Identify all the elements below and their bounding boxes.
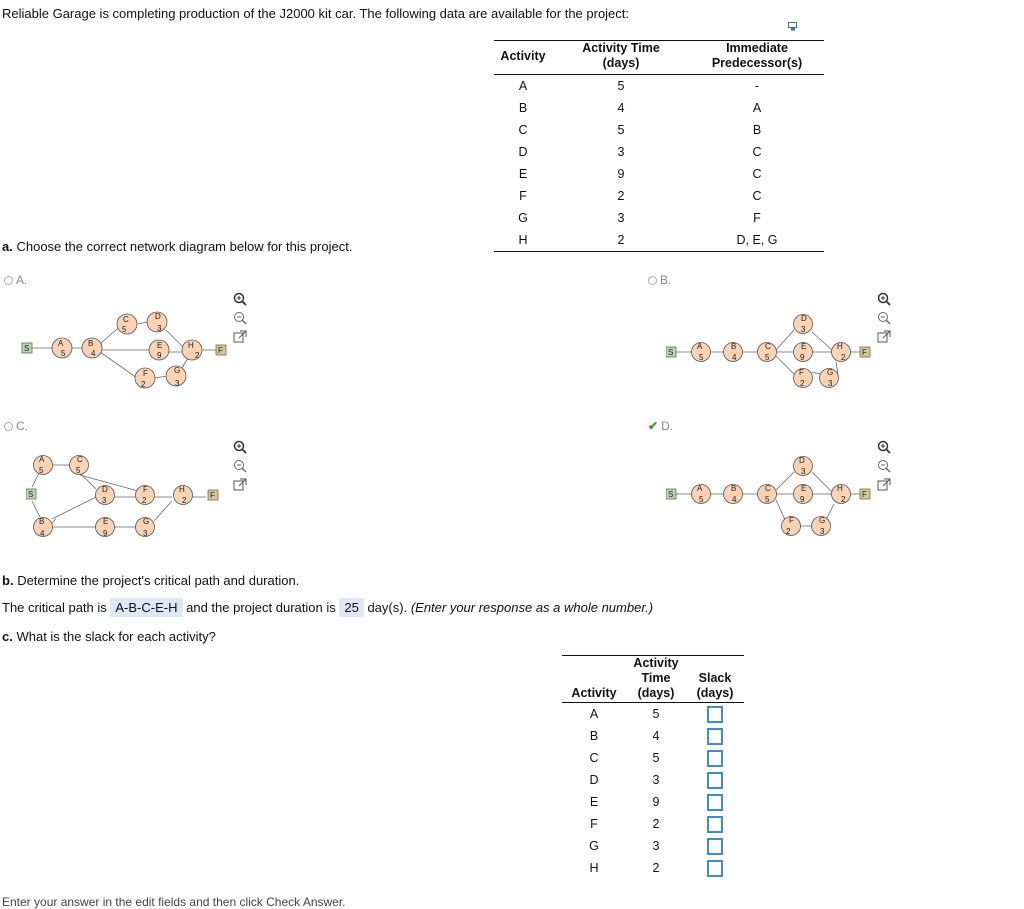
zoom-in-icon[interactable]: [877, 440, 891, 454]
question-a: a. Choose the correct network diagram below for this project.: [2, 239, 353, 254]
table-cell: H: [494, 229, 552, 252]
table-cell: 3: [617, 211, 625, 225]
svg-text:C: C: [123, 315, 129, 324]
table-cell: B: [752, 123, 762, 137]
svg-text:F: F: [789, 516, 794, 525]
zoom-out-icon[interactable]: [233, 311, 247, 325]
table-cell: D: [589, 773, 599, 787]
svg-text:2: 2: [141, 380, 146, 389]
table-row: [494, 185, 824, 207]
table-cell: [686, 857, 744, 879]
option-b-radio[interactable]: [648, 276, 657, 285]
svg-text:C: C: [765, 484, 771, 493]
critical-path-response: The critical path is A-B-C-E-H and the project duration is 25 day(s). (Enter your response as a whole number.): [2, 600, 654, 615]
table-row: [494, 119, 824, 141]
option-a-radio[interactable]: [4, 276, 13, 285]
table-row: [494, 229, 824, 252]
svg-text:2: 2: [142, 496, 147, 505]
question-c: c. What is the slack for each activity?: [2, 629, 216, 644]
svg-text:3: 3: [143, 529, 148, 538]
svg-text:2: 2: [841, 353, 846, 362]
table-cell: C: [518, 123, 528, 137]
network-diagram-d: [666, 452, 876, 544]
footer-instructions: Enter your answer in the edit fields and then click Check Answer.: [2, 895, 346, 909]
table-cell: 2: [552, 229, 690, 252]
slack-input-b[interactable]: [707, 728, 723, 745]
slack-input-h[interactable]: [707, 860, 723, 877]
table-cell: 4: [652, 729, 660, 743]
table-cell: B: [589, 729, 599, 743]
table-cell: [686, 747, 744, 769]
svg-text:9: 9: [800, 495, 805, 504]
open-external-icon[interactable]: [877, 330, 891, 344]
svg-text:3: 3: [828, 379, 833, 388]
svg-text:9: 9: [800, 353, 805, 362]
svg-text:G: G: [143, 517, 150, 526]
zoom-out-icon[interactable]: [877, 459, 891, 473]
svg-text:G: G: [819, 516, 826, 525]
option-d[interactable]: ✔ D.: [648, 419, 674, 433]
option-b[interactable]: B.: [648, 273, 671, 287]
svg-text:9: 9: [157, 351, 162, 360]
table-cell: C: [752, 189, 762, 203]
zoom-out-icon[interactable]: [233, 459, 247, 473]
open-external-icon[interactable]: [233, 330, 247, 344]
table-cell: H: [589, 861, 599, 875]
network-diagram-a: [20, 306, 256, 398]
svg-text:C: C: [765, 342, 771, 351]
table-cell: A: [752, 101, 762, 115]
svg-text:5: 5: [122, 325, 127, 334]
svg-text:B: B: [731, 484, 737, 493]
col-time: Activity Time (days): [626, 656, 686, 703]
table-cell: 2: [617, 189, 625, 203]
svg-text:H: H: [837, 342, 843, 351]
table-cell: 5: [617, 123, 625, 137]
svg-text:E: E: [157, 341, 163, 350]
option-a[interactable]: A.: [4, 273, 27, 287]
table-cell: E: [518, 167, 528, 181]
svg-text:D: D: [799, 456, 805, 465]
table-cell: B: [518, 101, 528, 115]
table-row: [562, 769, 744, 791]
svg-text:A: A: [697, 484, 703, 493]
svg-text:H: H: [837, 484, 843, 493]
svg-text:D: D: [801, 314, 807, 323]
table-row: [494, 163, 824, 185]
svg-text:4: 4: [40, 529, 45, 538]
svg-text:A: A: [697, 342, 703, 351]
svg-text:H: H: [179, 485, 185, 494]
table-cell: [686, 813, 744, 835]
table-row: [494, 141, 824, 163]
table-row: [562, 857, 744, 879]
slack-input-c[interactable]: [707, 750, 723, 767]
table-row: [562, 725, 744, 747]
svg-text:H: H: [188, 341, 194, 350]
svg-text:E: E: [801, 342, 807, 351]
svg-text:C: C: [77, 455, 83, 464]
slack-input-f[interactable]: [707, 816, 723, 833]
svg-text:5: 5: [61, 349, 66, 358]
table-row: [562, 703, 744, 726]
copy-icon[interactable]: [788, 22, 798, 31]
table-cell: D: [518, 145, 528, 159]
zoom-in-icon[interactable]: [233, 440, 247, 454]
table-cell: C: [589, 751, 599, 765]
option-c-radio[interactable]: [4, 422, 13, 431]
svg-text:2: 2: [182, 496, 187, 505]
svg-text:B: B: [39, 517, 45, 526]
svg-text:F: F: [143, 485, 148, 494]
table-cell: 3: [617, 145, 625, 159]
critical-path-answer[interactable]: A-B-C-E-H: [110, 598, 182, 617]
open-external-icon[interactable]: [233, 478, 247, 492]
table-cell: 2: [652, 817, 660, 831]
table-cell: [686, 725, 744, 747]
col-slack: Slack (days): [686, 656, 744, 703]
table-cell: 9: [652, 795, 660, 809]
zoom-in-icon[interactable]: [877, 292, 891, 306]
table-cell: 3: [652, 839, 660, 853]
svg-text:D: D: [102, 485, 108, 494]
table-row: [562, 791, 744, 813]
svg-text:A: A: [39, 455, 45, 464]
svg-text:4: 4: [732, 353, 737, 362]
zoom-in-icon[interactable]: [233, 292, 247, 306]
svg-text:2: 2: [786, 527, 791, 536]
svg-text:3: 3: [801, 325, 806, 334]
slack-input-e[interactable]: [707, 794, 723, 811]
svg-text:S: S: [668, 348, 674, 357]
table-cell: A: [518, 79, 528, 93]
option-c[interactable]: C.: [4, 419, 28, 433]
svg-text:F: F: [862, 490, 867, 499]
svg-text:5: 5: [699, 495, 704, 504]
svg-text:3: 3: [801, 467, 806, 476]
table-cell: D, E, G: [690, 229, 824, 252]
svg-text:9: 9: [103, 529, 108, 538]
table-cell: 5: [652, 751, 660, 765]
svg-text:3: 3: [102, 496, 107, 505]
table-cell: G: [518, 211, 528, 225]
network-diagram-b: [666, 310, 876, 400]
zoom-out-icon[interactable]: [877, 311, 891, 325]
svg-text:D: D: [155, 312, 161, 321]
table-row: [494, 97, 824, 119]
svg-text:5: 5: [76, 466, 81, 475]
col-time: Activity Time (days): [552, 41, 690, 75]
table-cell: 4: [617, 101, 625, 115]
table-cell: [686, 703, 744, 726]
svg-text:3: 3: [175, 379, 180, 388]
svg-text:5: 5: [39, 466, 44, 475]
table-cell: A: [589, 707, 599, 721]
svg-text:5: 5: [765, 495, 770, 504]
table-cell: F: [519, 189, 527, 203]
table-row: [494, 75, 824, 98]
table-cell: 3: [652, 773, 660, 787]
question-b: b. Determine the project's critical path and duration.: [2, 573, 300, 588]
svg-text:5: 5: [699, 353, 704, 362]
table-cell: C: [752, 167, 762, 181]
table-row: [562, 747, 744, 769]
slack-input-g[interactable]: [707, 838, 723, 855]
table-cell: 5: [652, 707, 660, 721]
svg-text:F: F: [218, 346, 223, 355]
table-cell: [686, 769, 744, 791]
selected-check-icon: ✔: [648, 419, 659, 433]
activity-table: [494, 40, 824, 252]
svg-text:G: G: [827, 368, 834, 377]
table-cell: C: [752, 145, 762, 159]
table-cell: E: [589, 795, 599, 809]
table-row: [494, 207, 824, 229]
table-cell: 2: [652, 861, 660, 875]
table-cell: [686, 835, 744, 857]
svg-text:4: 4: [91, 349, 96, 358]
table-row: [562, 835, 744, 857]
svg-text:S: S: [24, 344, 30, 353]
table-cell: 5: [617, 79, 625, 93]
col-activity: Activity: [494, 41, 552, 75]
col-pred: Immediate Predecessor(s): [690, 41, 824, 75]
table-cell: F: [753, 211, 761, 225]
svg-text:S: S: [668, 490, 674, 499]
svg-text:3: 3: [157, 324, 162, 333]
table-cell: [686, 791, 744, 813]
svg-text:2: 2: [195, 351, 200, 360]
slack-input-d[interactable]: [707, 772, 723, 789]
svg-text:G: G: [174, 366, 181, 375]
svg-text:S: S: [28, 490, 34, 499]
svg-text:2: 2: [800, 379, 805, 388]
svg-text:B: B: [88, 339, 94, 348]
table-cell: -: [754, 79, 760, 93]
duration-answer[interactable]: 25: [339, 598, 363, 617]
svg-text:2: 2: [841, 495, 846, 504]
slack-input-a[interactable]: [707, 706, 723, 723]
col-activity: Activity: [562, 656, 626, 703]
svg-text:F: F: [143, 369, 148, 378]
svg-text:E: E: [801, 484, 807, 493]
problem-intro: Reliable Garage is completing production of the J2000 kit car. The following data are available for the project:: [2, 6, 630, 21]
table-cell: F: [590, 817, 598, 831]
table-cell: G: [589, 839, 599, 853]
svg-text:B: B: [731, 342, 737, 351]
svg-text:A: A: [58, 339, 64, 348]
svg-text:F: F: [210, 491, 215, 500]
network-diagram-c: [26, 449, 226, 547]
svg-text:F: F: [799, 368, 804, 377]
svg-text:5: 5: [765, 353, 770, 362]
slack-table: [562, 655, 744, 879]
open-external-icon[interactable]: [877, 478, 891, 492]
svg-text:3: 3: [820, 527, 825, 536]
table-row: [562, 813, 744, 835]
svg-text:E: E: [103, 517, 109, 526]
svg-text:4: 4: [732, 495, 737, 504]
svg-text:F: F: [862, 348, 867, 357]
table-cell: 9: [617, 167, 625, 181]
